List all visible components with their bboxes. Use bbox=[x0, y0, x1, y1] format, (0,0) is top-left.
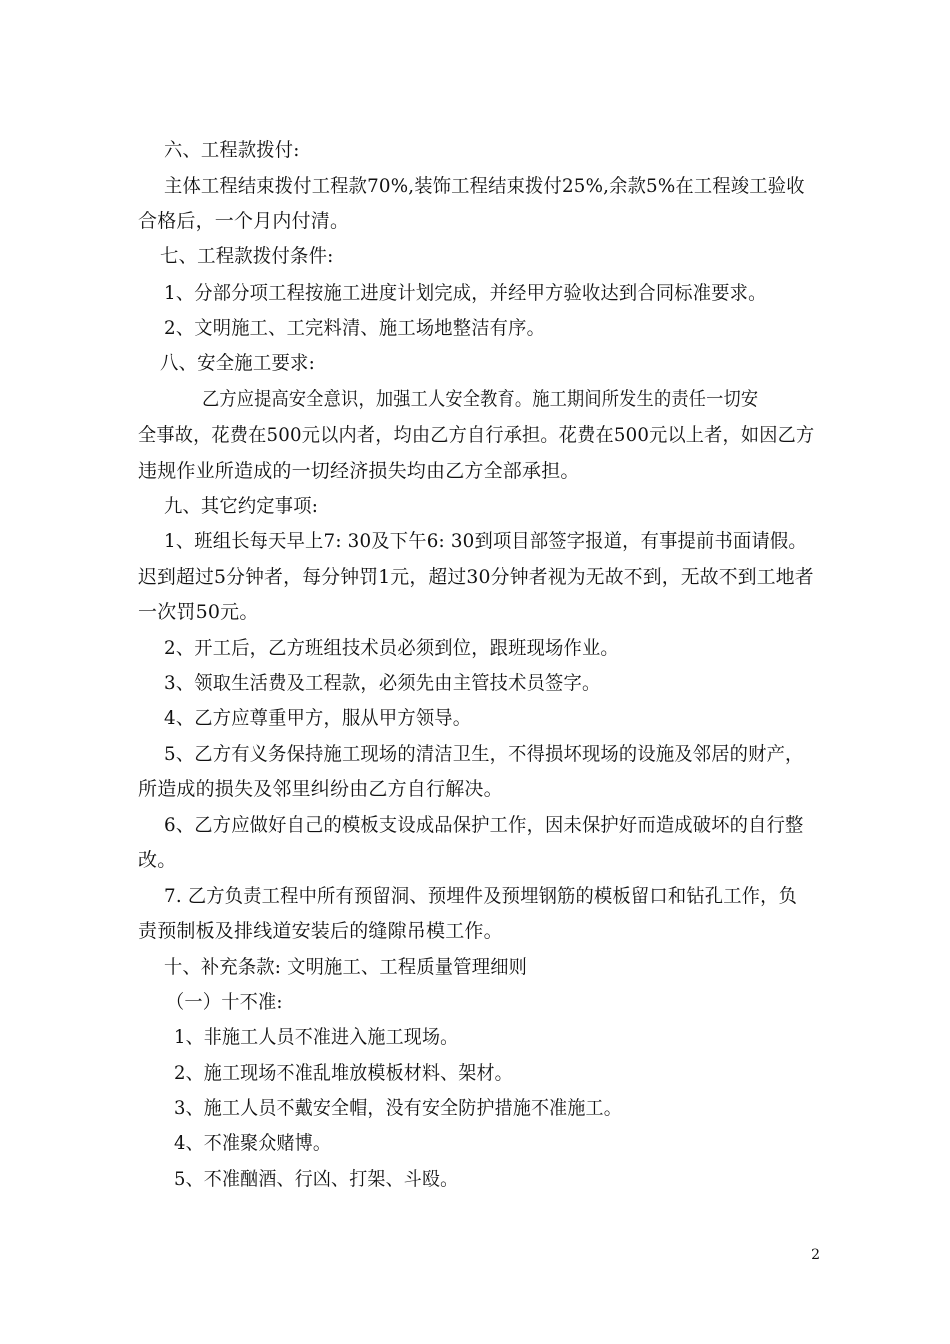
list-item: 3、施工人员不戴安全帽，没有安全防护措施不准施工。 bbox=[174, 1097, 622, 1119]
list-item: 1、班组长每天早上7: 30及下午6: 30到项目部签字报道，有事提前书面请假。 bbox=[164, 530, 807, 552]
page-number: 2 bbox=[811, 1247, 820, 1263]
list-item: 2、开工后，乙方班组技术员必须到位，跟班现场作业。 bbox=[164, 637, 619, 659]
paragraph-line: 合格后，一个月内付清。 bbox=[138, 210, 350, 232]
paragraph-line: 迟到超过5分钟者，每分钟罚1元，超过30分钟者视为无故不到，无故不到工地者 bbox=[138, 566, 814, 588]
paragraph-line: 一次罚50元。 bbox=[138, 601, 259, 623]
paragraph-line: 全事故，花费在500元以内者，均由乙方自行承担。花费在500元以上者，如因乙方 bbox=[138, 424, 815, 446]
list-item: 4、乙方应尊重甲方，服从甲方领导。 bbox=[164, 707, 472, 729]
paragraph-line: 主体工程结束拨付工程款70%,装饰工程结束拨付25%,余款5%在工程竣工验收 bbox=[164, 175, 805, 197]
list-item: 4、不准聚众赌博。 bbox=[174, 1132, 332, 1154]
section-heading: 九、其它约定事项: bbox=[164, 495, 319, 517]
sub-heading: （一）十不准: bbox=[166, 991, 283, 1013]
paragraph-line: 乙方应提高安全意识，加强工人安全教育。施工期间所发生的责任一切安 bbox=[202, 388, 759, 410]
section-heading: 七、工程款拨付条件: bbox=[160, 245, 334, 267]
list-item: 1、非施工人员不准进入施工现场。 bbox=[174, 1026, 459, 1048]
paragraph-line: 所造成的损失及邻里纠纷由乙方自行解决。 bbox=[138, 778, 503, 800]
list-item: 5、不准酗酒、行凶、打架、斗殴。 bbox=[174, 1168, 459, 1190]
section-heading: 十、补充条款: 文明施工、工程质量管理细则 bbox=[164, 956, 528, 978]
list-item: 2、文明施工、工完料清、施工场地整洁有序。 bbox=[164, 317, 546, 339]
list-item: 6、乙方应做好自己的模板支设成品保护工作，因未保护好而造成破坏的自行整 bbox=[164, 814, 804, 836]
list-item: 2、施工现场不准乱堆放模板材料、架材。 bbox=[174, 1062, 513, 1084]
list-item: 3、领取生活费及工程款，必须先由主管技术员签字。 bbox=[164, 672, 601, 694]
section-heading: 八、安全施工要求: bbox=[160, 352, 315, 374]
paragraph-line: 违规作业所造成的一切经济损失均由乙方全部承担。 bbox=[138, 460, 580, 482]
paragraph-line: 责预制板及排线道安装后的缝隙吊模工作。 bbox=[138, 920, 503, 942]
list-item: 7. 乙方负责工程中所有预留洞、预埋件及预埋钢筋的模板留口和钻孔工作，负 bbox=[164, 885, 798, 907]
paragraph-line: 改。 bbox=[138, 849, 177, 871]
section-heading: 六、工程款拨付: bbox=[164, 139, 300, 161]
list-item: 5、乙方有义务保持施工现场的清洁卫生，不得损坏现场的设施及邻居的财产， bbox=[164, 743, 804, 765]
list-item: 1、分部分项工程按施工进度计划完成，并经甲方验收达到合同标准要求。 bbox=[164, 282, 767, 304]
